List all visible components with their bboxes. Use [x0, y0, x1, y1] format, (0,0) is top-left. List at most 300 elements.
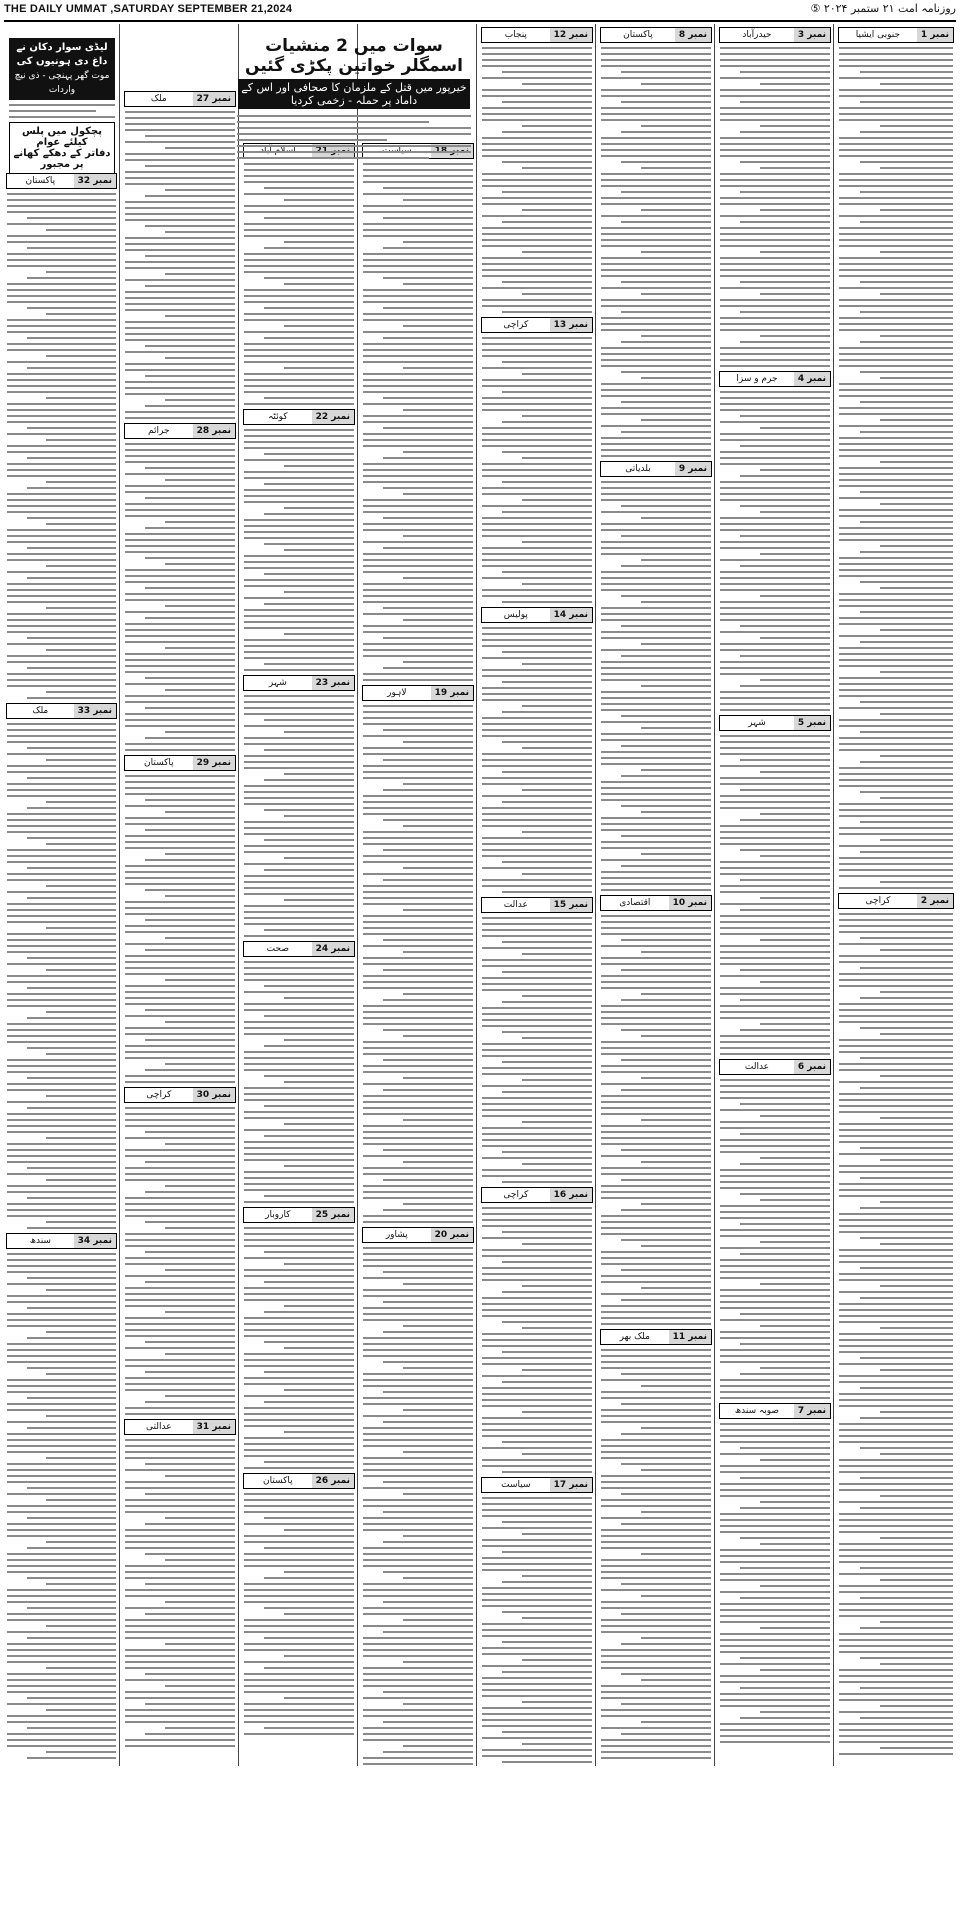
text-line: [880, 587, 953, 589]
text-line: [284, 241, 354, 243]
text-line: [482, 1127, 592, 1129]
text-line: [601, 577, 711, 579]
text-line: [839, 305, 953, 307]
text-line: [7, 235, 116, 237]
text-line: [244, 1601, 354, 1603]
text-line: [621, 1733, 711, 1735]
text-line: [363, 1259, 473, 1261]
text-line: [125, 841, 235, 843]
text-line: [264, 809, 354, 811]
text-line: [482, 1333, 592, 1335]
text-line: [125, 117, 235, 119]
text-line: [363, 1607, 473, 1609]
text-line: [482, 1363, 592, 1365]
text-line: [482, 1055, 592, 1057]
text-line: [601, 883, 711, 885]
text-line: [760, 1199, 830, 1201]
text-line: [740, 1193, 830, 1195]
text-line: [363, 301, 473, 303]
text-line: [760, 1711, 830, 1713]
text-line: [601, 245, 711, 247]
text-line: [482, 1653, 592, 1655]
text-line: [839, 1189, 953, 1191]
text-line: [522, 705, 592, 707]
text-line: [601, 571, 711, 573]
text-line: [839, 353, 953, 355]
text-line: [244, 621, 354, 623]
text-line: [264, 1517, 354, 1519]
text-line: [839, 365, 953, 367]
text-line: [284, 899, 354, 901]
text-line: [383, 789, 473, 791]
text-line: [740, 759, 830, 761]
text-line: [601, 847, 711, 849]
text-line: [740, 1133, 830, 1135]
text-line: [839, 527, 953, 529]
text-line: [502, 1261, 592, 1263]
text-line: [601, 65, 711, 67]
text-line: [7, 1131, 116, 1133]
text-line: [125, 1275, 235, 1277]
text-line: [601, 1047, 711, 1049]
text-line: [7, 295, 116, 297]
section-category: کراچی: [146, 1090, 172, 1100]
text-line: [125, 1715, 235, 1717]
text-line: [363, 625, 473, 627]
text-line: [482, 959, 592, 961]
text-line: [839, 359, 953, 361]
section-header: [481, 897, 593, 913]
section-header: [719, 1059, 831, 1075]
text-line: [264, 1015, 354, 1017]
text-line: [125, 641, 235, 643]
text-line: [363, 181, 473, 183]
text-line: [740, 1477, 830, 1479]
text-line: [502, 191, 592, 193]
text-line: [601, 197, 711, 199]
text-line: [720, 1633, 830, 1635]
text-line: [720, 149, 830, 151]
text-line: [46, 1541, 116, 1543]
section-body: [363, 163, 473, 681]
text-line: [244, 585, 354, 587]
text-line: [125, 1445, 235, 1447]
text-line: [641, 419, 711, 421]
text-line: [145, 1583, 235, 1585]
text-line: [7, 723, 116, 725]
text-line: [363, 1173, 473, 1175]
text-line: [839, 323, 953, 325]
text-line: [244, 1625, 354, 1627]
text-line: [621, 1523, 711, 1525]
text-line: [482, 65, 592, 67]
text-line: [839, 961, 953, 963]
text-line: [125, 967, 235, 969]
text-line: [482, 1103, 592, 1105]
text-line: [363, 175, 473, 177]
text-line: [264, 453, 354, 455]
text-line: [740, 849, 830, 851]
text-line: [621, 655, 711, 657]
text-line: [27, 1697, 116, 1699]
text-line: [720, 957, 830, 959]
text-line: [482, 879, 592, 881]
text-line: [760, 1627, 830, 1629]
section-number: نمبر 16: [550, 1188, 592, 1202]
text-line: [27, 897, 116, 899]
text-line: [880, 1747, 953, 1749]
text-line: [482, 1109, 592, 1111]
text-line: [839, 1753, 953, 1755]
text-line: [46, 271, 116, 273]
text-line: [244, 1171, 354, 1173]
column-rule: [595, 24, 596, 1766]
text-line: [363, 343, 473, 345]
text-line: [601, 1251, 711, 1253]
text-line: [621, 1643, 711, 1645]
text-line: [7, 1271, 116, 1273]
text-line: [839, 1045, 953, 1047]
text-line: [145, 135, 235, 137]
text-line: [284, 1529, 354, 1531]
text-line: [264, 929, 354, 931]
text-line: [482, 1689, 592, 1691]
text-line: [244, 1275, 354, 1277]
masthead-urdu-date: روزنامہ امت ۲۱ ستمبر ۲۰۲۴ ⑤: [810, 2, 956, 15]
text-line: [720, 837, 830, 839]
text-line: [244, 429, 354, 431]
text-line: [601, 1631, 711, 1633]
text-line: [880, 755, 953, 757]
text-line: [125, 1649, 235, 1651]
text-line: [363, 1277, 473, 1279]
section-body: [244, 961, 354, 1203]
text-line: [125, 1257, 235, 1259]
text-line: [482, 1375, 592, 1377]
text-line: [482, 179, 592, 181]
text-line: [125, 1595, 235, 1597]
text-line: [502, 101, 592, 103]
text-line: [7, 475, 116, 477]
text-line: [482, 1629, 592, 1631]
text-line: [522, 831, 592, 833]
text-line: [383, 1481, 473, 1483]
text-line: [720, 753, 830, 755]
text-line: [641, 251, 711, 253]
text-line: [880, 1117, 953, 1119]
text-line: [482, 53, 592, 55]
text-line: [145, 1703, 235, 1705]
text-line: [264, 749, 354, 751]
text-line: [860, 1087, 953, 1089]
text-line: [7, 505, 116, 507]
text-line: [363, 649, 473, 651]
text-line: [244, 1021, 354, 1023]
text-line: [839, 275, 953, 277]
text-line: [244, 1673, 354, 1675]
text-line: [601, 1233, 711, 1235]
text-line: [7, 343, 116, 345]
text-line: [27, 277, 116, 279]
text-line: [641, 1203, 711, 1205]
text-line: [860, 1057, 953, 1059]
text-line: [720, 1561, 830, 1563]
section-body: [244, 695, 354, 937]
text-line: [522, 1411, 592, 1413]
text-line: [244, 1323, 354, 1325]
text-line: [244, 1057, 354, 1059]
text-line: [839, 1225, 953, 1227]
text-line: [880, 1033, 953, 1035]
text-line: [860, 1717, 953, 1719]
text-line: [363, 981, 473, 983]
text-line: [244, 1087, 354, 1089]
text-line: [880, 1579, 953, 1581]
text-line: [7, 1083, 116, 1085]
text-line: [502, 131, 592, 133]
text-line: [720, 1151, 830, 1153]
text-line: [244, 1437, 354, 1439]
text-line: [601, 1263, 711, 1265]
text-line: [145, 1673, 235, 1675]
text-line: [720, 1289, 830, 1291]
text-line: [27, 367, 116, 369]
text-line: [482, 227, 592, 229]
text-line: [601, 413, 711, 415]
text-line: [482, 203, 592, 205]
text-line: [601, 1391, 711, 1393]
text-line: [7, 1589, 116, 1591]
text-line: [720, 1435, 830, 1437]
text-line: [839, 955, 953, 957]
text-line: [720, 143, 830, 145]
text-line: [839, 1645, 953, 1647]
text-line: [839, 179, 953, 181]
text-line: [482, 675, 592, 677]
section-header: [600, 27, 712, 43]
text-line: [720, 1519, 830, 1521]
text-line: [502, 741, 592, 743]
text-line: [601, 77, 711, 79]
text-line: [601, 589, 711, 591]
text-line: [244, 707, 354, 709]
text-line: [363, 1667, 473, 1669]
text-line: [403, 1077, 473, 1079]
text-line: [601, 1227, 711, 1229]
section-body: [601, 481, 711, 891]
text-line: [880, 1369, 953, 1371]
text-line: [264, 1461, 354, 1463]
text-line: [7, 679, 116, 681]
text-line: [720, 891, 830, 893]
text-line: [46, 1751, 116, 1753]
text-line: [7, 1451, 116, 1453]
text-line: [482, 929, 592, 931]
text-line: [7, 1155, 116, 1157]
text-line: [601, 721, 711, 723]
text-line: [363, 499, 473, 501]
text-line: [502, 1181, 592, 1183]
text-line: [363, 1023, 473, 1025]
text-line: [601, 1305, 711, 1307]
text-line: [482, 77, 592, 79]
text-line: [244, 1335, 354, 1337]
text-line: [363, 1403, 473, 1405]
text-line: [7, 1035, 116, 1037]
text-line: [720, 119, 830, 121]
text-line: [363, 1289, 473, 1291]
text-line: [601, 1715, 711, 1717]
text-line: [482, 843, 592, 845]
text-line: [641, 1161, 711, 1163]
text-line: [760, 1325, 830, 1327]
text-line: [482, 1219, 592, 1221]
text-line: [363, 1379, 473, 1381]
text-line: [740, 625, 830, 627]
text-line: [7, 1571, 116, 1573]
text-line: [7, 1101, 116, 1103]
text-line: [125, 1565, 235, 1567]
text-line: [244, 761, 354, 763]
text-line: [601, 649, 711, 651]
text-line: [482, 427, 592, 429]
text-line: [720, 661, 830, 663]
column-6: [241, 140, 357, 1882]
text-line: [7, 1253, 116, 1255]
text-line: [125, 719, 235, 721]
text-line: [403, 951, 473, 953]
text-line: [860, 491, 953, 493]
text-line: [7, 975, 116, 977]
text-line: [403, 1535, 473, 1537]
text-line: [363, 463, 473, 465]
text-line: [7, 1733, 116, 1735]
text-line: [363, 873, 473, 875]
text-line: [641, 769, 711, 771]
text-line: [740, 789, 830, 791]
text-line: [244, 579, 354, 581]
text-line: [363, 1643, 473, 1645]
text-line: [7, 265, 116, 267]
text-line: [860, 851, 953, 853]
text-line: [839, 515, 953, 517]
text-line: [383, 427, 473, 429]
text-line: [125, 207, 235, 209]
text-line: [244, 271, 354, 273]
text-line: [46, 885, 116, 887]
text-line: [363, 1649, 473, 1651]
text-line: [7, 1113, 116, 1115]
text-line: [860, 1447, 953, 1449]
text-line: [244, 645, 354, 647]
text-line: [363, 1679, 473, 1681]
text-line: [244, 979, 354, 981]
section-header: [481, 1187, 593, 1203]
text-line: [482, 349, 592, 351]
text-line: [522, 1079, 592, 1081]
text-line: [522, 415, 592, 417]
section-header: [124, 91, 236, 107]
section-header: [719, 27, 831, 43]
section-category: پاکستان: [263, 1476, 293, 1486]
section-category: عدالتی: [146, 1422, 172, 1432]
text-line: [482, 1683, 592, 1685]
text-line: [601, 493, 711, 495]
text-line: [7, 771, 116, 773]
text-line: [7, 879, 116, 881]
text-line: [601, 607, 711, 609]
text-line: [125, 955, 235, 957]
text-line: [125, 943, 235, 945]
text-line: [601, 1197, 711, 1199]
text-line: [482, 717, 592, 719]
text-line: [284, 1039, 354, 1041]
text-line: [482, 687, 592, 689]
text-line: [720, 601, 830, 603]
text-line: [601, 239, 711, 241]
text-line: [7, 325, 116, 327]
text-line: [363, 795, 473, 797]
text-line: [244, 657, 354, 659]
text-line: [403, 1619, 473, 1621]
text-line: [363, 747, 473, 749]
text-line: [363, 1427, 473, 1429]
text-line: [363, 1155, 473, 1157]
text-line: [839, 257, 953, 259]
text-line: [839, 89, 953, 91]
text-line: [363, 1191, 473, 1193]
text-line: [880, 125, 953, 127]
text-line: [125, 871, 235, 873]
text-line: [46, 1053, 116, 1055]
text-line: [125, 243, 235, 245]
text-line: [7, 1721, 116, 1723]
text-line: [601, 733, 711, 735]
text-line: [839, 557, 953, 559]
text-line: [482, 1157, 592, 1159]
section-body: [125, 1107, 235, 1415]
text-line: [46, 1583, 116, 1585]
text-line: [125, 1359, 235, 1361]
text-line: [720, 1615, 830, 1617]
side-headline2-line1: پچکول میں پلس کیلئے عوام: [22, 126, 102, 148]
text-line: [740, 71, 830, 73]
text-line: [145, 1493, 235, 1495]
text-line: [125, 805, 235, 807]
text-line: [383, 1089, 473, 1091]
text-line: [125, 485, 235, 487]
text-line: [125, 931, 235, 933]
text-line: [46, 313, 116, 315]
text-line: [720, 203, 830, 205]
column-rule: [833, 24, 834, 1766]
text-line: [244, 923, 354, 925]
section-body: [244, 429, 354, 671]
text-line: [621, 939, 711, 941]
section-number: نمبر 13: [550, 318, 592, 332]
text-line: [601, 1185, 711, 1187]
text-line: [839, 1699, 953, 1701]
text-line: [7, 1439, 116, 1441]
text-line: [740, 1567, 830, 1569]
text-line: [7, 373, 116, 375]
text-line: [363, 403, 473, 405]
text-line: [860, 1567, 953, 1569]
text-line: [839, 533, 953, 535]
text-line: [641, 727, 711, 729]
text-line: [363, 1071, 473, 1073]
section-header: [600, 461, 712, 477]
